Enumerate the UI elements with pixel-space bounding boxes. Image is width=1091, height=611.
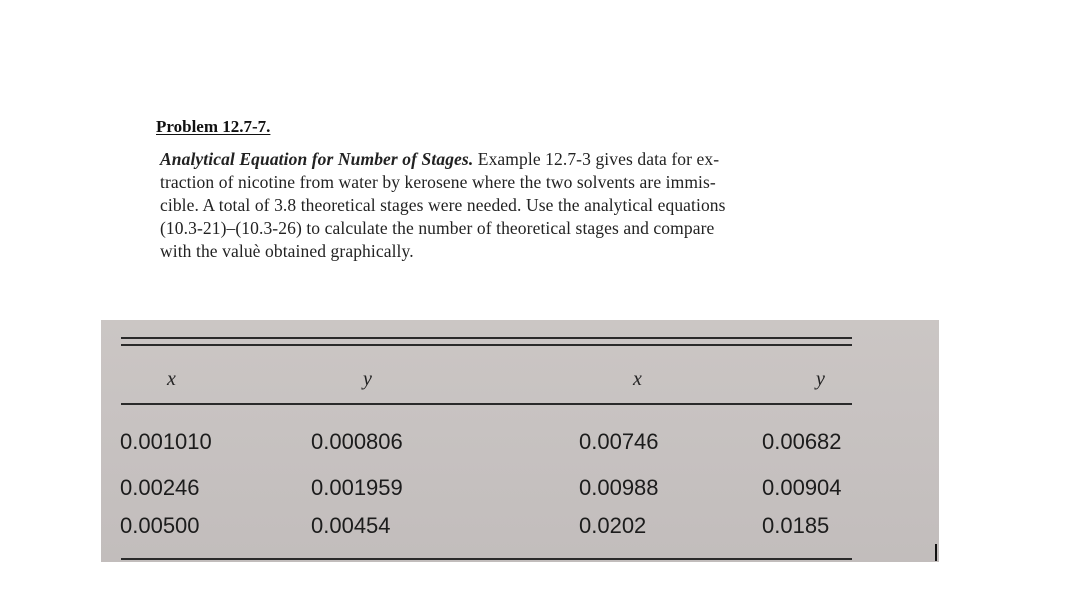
table-header-x2: x bbox=[633, 368, 642, 390]
table-cell: 0.001959 bbox=[311, 475, 403, 500]
problem-line-2: traction of nicotine from water by kerosene where the two solvents are immis- bbox=[160, 172, 716, 192]
table-cell: 0.00988 bbox=[579, 475, 659, 500]
table-top-rule-2 bbox=[121, 344, 852, 346]
problem-heading: Problem 12.7-7. bbox=[156, 117, 271, 136]
table-cell: 0.00246 bbox=[120, 475, 200, 500]
text-cursor-bar bbox=[935, 544, 937, 561]
table-header-x1: x bbox=[167, 368, 176, 390]
table-cell: 0.00454 bbox=[311, 513, 391, 538]
table-top-rule bbox=[121, 337, 852, 339]
table-cell: 0.00500 bbox=[120, 513, 200, 538]
problem-line-4: (10.3-21)–(10.3-26) to calculate the number of theoretical stages and compare bbox=[160, 218, 715, 238]
table-bottom-rule bbox=[121, 558, 852, 560]
problem-line-1: Example 12.7-3 gives data for ex- bbox=[473, 149, 720, 169]
table-cell: 0.001010 bbox=[120, 429, 212, 454]
table-cell: 0.0185 bbox=[762, 513, 830, 538]
table-header-y1: y bbox=[363, 368, 372, 390]
problem-line-3: cible. A total of 3.8 theoretical stages were needed. Use the analytical equations bbox=[160, 195, 726, 215]
table-photo bbox=[101, 320, 939, 562]
problem-title: Analytical Equation for Number of Stages. bbox=[160, 149, 474, 169]
table-header-y2: y bbox=[816, 368, 825, 390]
table-cell: 0.000806 bbox=[311, 429, 403, 454]
problem-line-5: with the valuè obtained graphically. bbox=[160, 241, 414, 261]
table-cell: 0.00682 bbox=[762, 429, 842, 454]
table-header-rule bbox=[121, 403, 852, 405]
table-cell: 0.0202 bbox=[579, 513, 647, 538]
table-cell: 0.00746 bbox=[579, 429, 659, 454]
problem-text bbox=[160, 148, 860, 263]
table-cell: 0.00904 bbox=[762, 475, 842, 500]
